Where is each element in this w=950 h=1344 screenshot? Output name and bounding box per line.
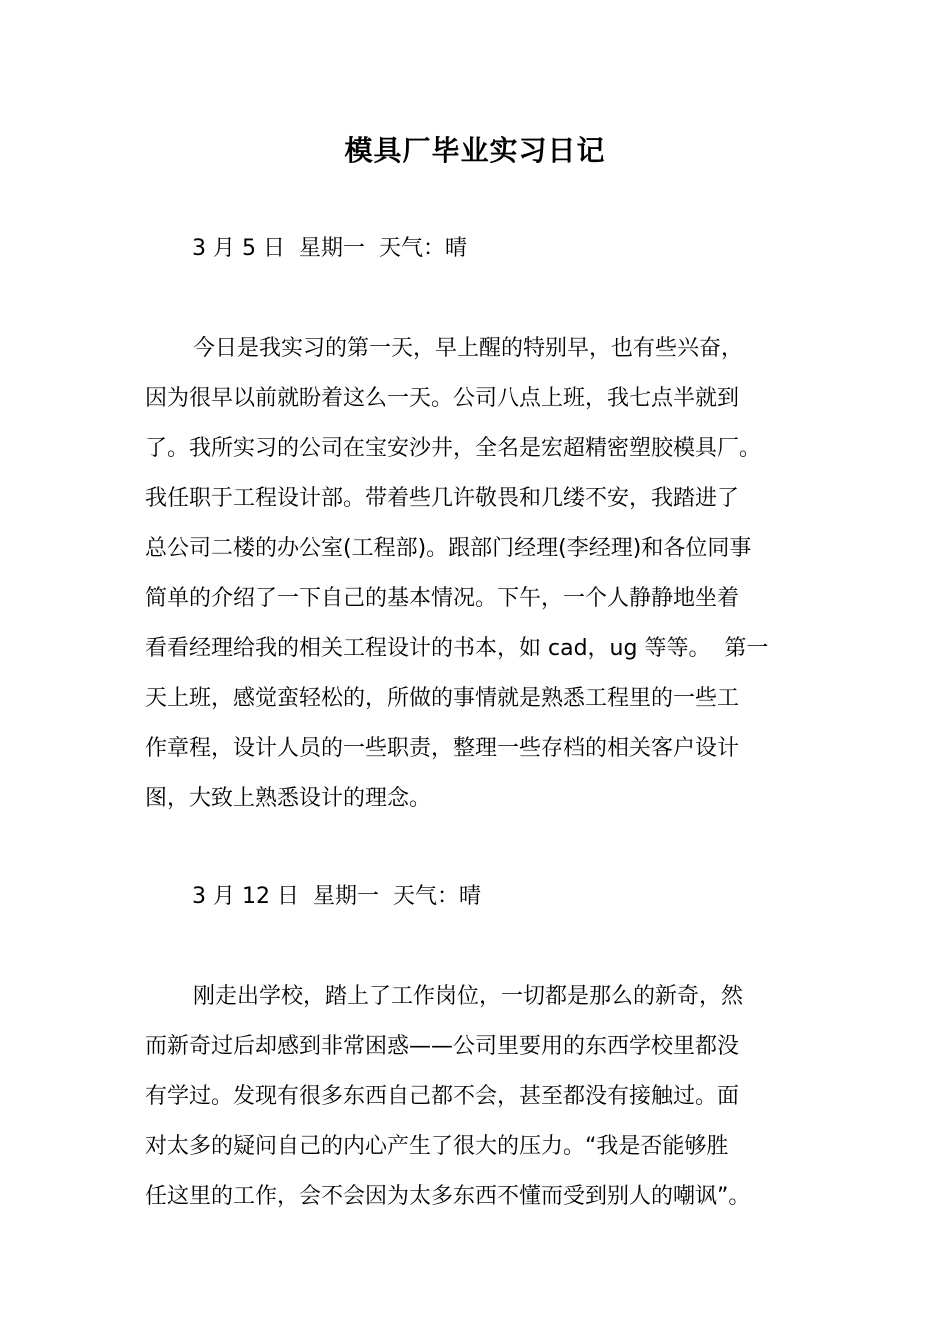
paragraph-line: 天上班，感觉蛮轻松的，所做的事情就是熟悉工程里的一些工 <box>145 686 740 711</box>
paragraph-line: 总公司二楼的办公室(工程部)。跟部门经理(李经理)和各位同事 <box>145 536 752 561</box>
paragraph-line: 了。我所实习的公司在宝安沙井，全名是宏超精密塑胶模具厂。 <box>145 436 762 461</box>
entry-body <box>145 324 825 824</box>
paragraph-line: 因为很早以前就盼着这么一天。公司八点上班，我七点半就到 <box>145 386 740 411</box>
paragraph-line: 看看经理给我的相关工程设计的书本，如 cad，ug 等等。 第一 <box>145 636 769 661</box>
entry-dateline: 3 月 12 日 星期一 天气：晴 <box>192 884 481 909</box>
document-title: 模具厂毕业实习日记 <box>344 134 606 167</box>
paragraph-line: 对太多的疑问自己的内心产生了很大的压力。“我是否能够胜 <box>145 1134 729 1159</box>
paragraph-line: 而新奇过后却感到非常困惑——公司里要用的东西学校里都没 <box>145 1034 740 1059</box>
paragraph-line: 我任职于工程设计部。带着些几许敬畏和几缕不安，我踏进了 <box>145 486 740 511</box>
paragraph-line: 图，大致上熟悉设计的理念。 <box>145 786 432 811</box>
paragraph-line: 刚走出学校，踏上了工作岗位，一切都是那么的新奇，然 <box>193 984 744 1009</box>
paragraph-line: 任这里的工作，会不会因为太多东西不懂而受到别人的嘲讽”。 <box>145 1184 751 1209</box>
paragraph-line: 今日是我实习的第一天，早上醒的特别早，也有些兴奋， <box>193 336 744 361</box>
entry-body <box>145 972 825 1222</box>
paragraph-line: 作章程，设计人员的一些职责，整理一些存档的相关客户设计 <box>145 736 740 761</box>
paragraph-line: 有学过。发现有很多东西自己都不会，甚至都没有接触过。面 <box>145 1084 740 1109</box>
paragraph-line: 简单的介绍了一下自己的基本情况。下午，一个人静静地坐着 <box>145 586 740 611</box>
entry-dateline: 3 月 5 日 星期一 天气：晴 <box>192 236 467 261</box>
